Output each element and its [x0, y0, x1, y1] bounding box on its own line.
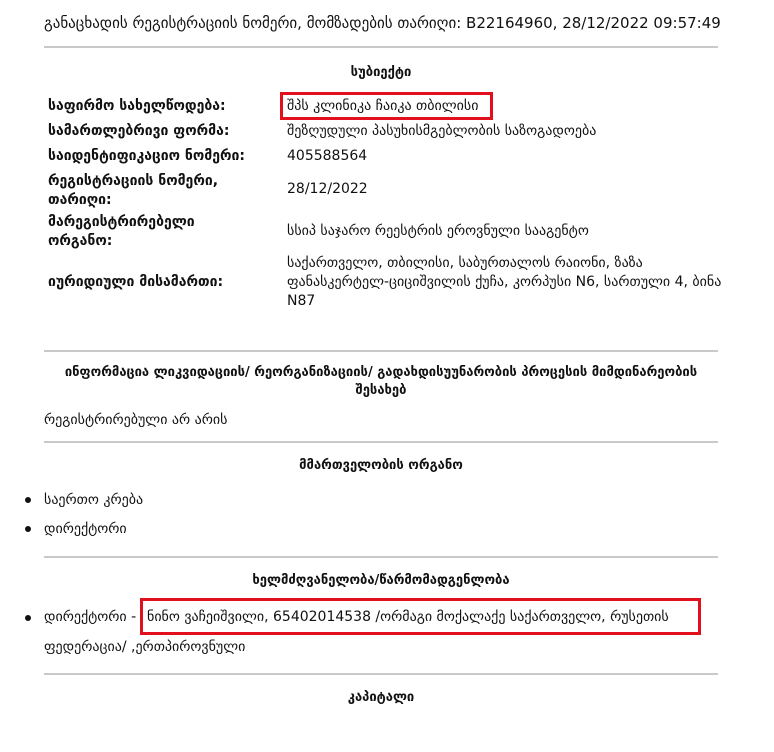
registering-body-value: სსიპ საჯარო რეესტრის ეროვნული სააგენტო: [287, 223, 589, 239]
legal-address-value: საქართველო, თბილისი, საბურთალოს რაიონი, ზაზა ფანასკერტელ-ციციშვილის ქუჩა, კორპუსი N6, სართული 4, ბინა N87: [287, 255, 722, 309]
document-header: განაცხადის რეგისტრაციის ნომერი, მომზადების თარიღი: B22164960, 28/12/2022 09:57:49: [44, 14, 721, 32]
highlight-box-representative: [140, 598, 701, 635]
representation-section-title: ხელმძღვანელობა/წარმომადგენლობა: [252, 573, 510, 588]
legal-form-label: სამართლებრივი ფორმა:: [48, 123, 230, 139]
subject-section-title: სუბიექტი: [350, 65, 412, 80]
id-number-value: 405588564: [287, 148, 368, 164]
governance-section-title: მმართველობის ორგანო: [299, 458, 463, 473]
governance-item: საერთო კრება: [44, 492, 144, 508]
divider: [44, 673, 718, 675]
divider: [44, 556, 718, 558]
bullet: [25, 526, 31, 532]
registering-body-label: მარეგისტრირებელი ორგანო:: [48, 214, 195, 249]
legal-form-value: შეზღუდული პასუხისმგებლობის საზოგადოება: [287, 123, 597, 139]
divider: [44, 441, 718, 443]
id-number-label: საიდენტიფიკაციო ნომერი:: [48, 148, 246, 164]
registration-label: რეგისტრაციის ნომერი, თარიღი:: [48, 173, 219, 208]
divider: [44, 46, 718, 48]
company-name-label: საფირმო სახელწოდება:: [48, 98, 226, 114]
legal-address-label: იურიდიული მისამართი:: [48, 274, 224, 290]
bullet: [25, 615, 31, 621]
highlight-box-company-name: [280, 92, 493, 120]
representative-role: დირექტორი -: [44, 609, 137, 625]
company-name-value: შპს კლინიკა ჩაიკა თბილისი: [287, 98, 479, 114]
representative-details-continued: ფედერაცია/ ,ერთპიროვნული: [44, 639, 246, 655]
liquidation-section-title: ინფორმაცია ლიკვიდაციის/ რეორგანიზაციის/ გადახდისუუნარობის პროცესის მიმდინარეობის შესახებ: [64, 365, 698, 398]
governance-item: დირექტორი: [44, 521, 127, 537]
liquidation-status: რეგისტრირებული არ არის: [44, 412, 228, 428]
registration-value: 28/12/2022: [287, 181, 368, 197]
bullet: [25, 497, 31, 503]
capital-section-title: კაპიტალი: [347, 690, 415, 705]
representative-details: ნინო ვაჩეიშვილი, 65402014538 /ორმაგი მოქალაქე საქართველო, რუსეთის: [147, 609, 669, 625]
divider: [44, 350, 718, 352]
